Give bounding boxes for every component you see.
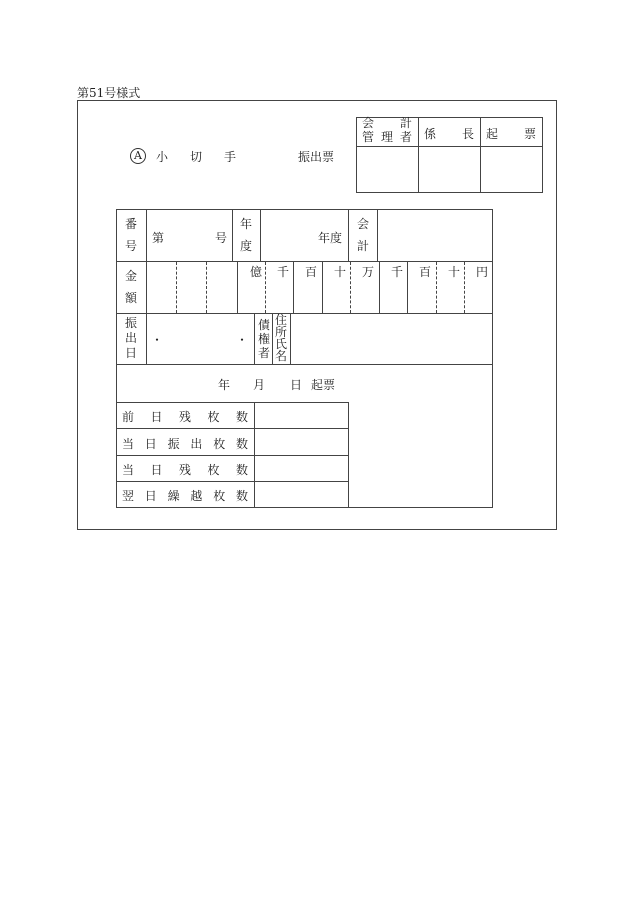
draft-day-label: 日	[290, 378, 303, 392]
digit-label: 億	[250, 265, 263, 279]
digit-divider	[464, 262, 465, 313]
count-field[interactable]	[254, 402, 349, 429]
digit-divider	[407, 262, 408, 313]
draft-year-label: 年	[218, 378, 231, 392]
number-label: 番号	[124, 217, 137, 253]
account-label: 会計	[356, 217, 369, 253]
chief-label: 係長	[424, 127, 474, 141]
count-label: 翌日繰越枚数	[122, 489, 248, 503]
digit-label: 円	[476, 265, 489, 279]
title-name: 小切手	[156, 150, 236, 164]
digit-divider	[379, 262, 380, 313]
count-label: 前日残枚数	[122, 410, 248, 424]
count-field[interactable]	[254, 481, 349, 508]
digit-divider	[436, 262, 437, 313]
drafter-stamp-box[interactable]	[480, 146, 543, 193]
date-separator: ・	[151, 333, 164, 347]
draft-text-label: 起票	[311, 378, 336, 392]
digit-label: 百	[305, 265, 318, 279]
count-label: 当日残枚数	[122, 463, 248, 477]
form-number: 第51号様式	[77, 86, 141, 100]
digit-divider	[176, 262, 177, 313]
divider	[272, 314, 273, 364]
amount-label: 金額	[124, 269, 137, 305]
issue-date-label: 振出日	[124, 316, 137, 360]
title-suffix: 振出票	[298, 150, 335, 164]
year-suffix: 年度	[318, 231, 343, 245]
digit-label: 百	[419, 265, 432, 279]
number-suffix: 号	[215, 231, 228, 245]
address-name-label: 住所氏名	[274, 313, 287, 363]
circled-a-mark: A	[130, 148, 146, 164]
digit-divider	[293, 262, 294, 313]
digit-divider	[322, 262, 323, 313]
account-field[interactable]	[377, 209, 493, 262]
accountant-label-bottom: 管理者	[362, 130, 412, 144]
count-field[interactable]	[254, 455, 349, 482]
count-field[interactable]	[254, 428, 349, 456]
chief-stamp-box[interactable]	[418, 146, 481, 193]
digit-divider	[237, 262, 238, 313]
digit-label: 千	[391, 265, 404, 279]
creditor-field[interactable]	[290, 313, 493, 365]
draft-month-label: 月	[253, 378, 266, 392]
digit-divider	[265, 262, 266, 313]
accountant-stamp-box[interactable]	[356, 146, 419, 193]
count-label: 当日振出枚数	[122, 437, 248, 451]
drafter-label: 起票	[486, 127, 536, 141]
creditor-label: 債権者	[257, 318, 270, 360]
digit-divider	[206, 262, 207, 313]
amount-field[interactable]	[146, 261, 493, 314]
year-label: 年度	[239, 217, 252, 253]
number-prefix: 第	[152, 231, 165, 245]
digit-label: 十	[448, 265, 461, 279]
accountant-label-top: 会計	[362, 116, 412, 130]
date-separator: ・	[236, 333, 249, 347]
digit-label: 十	[334, 265, 347, 279]
digit-divider	[350, 262, 351, 313]
digit-label: 千	[277, 265, 290, 279]
digit-label: 万	[362, 265, 375, 279]
